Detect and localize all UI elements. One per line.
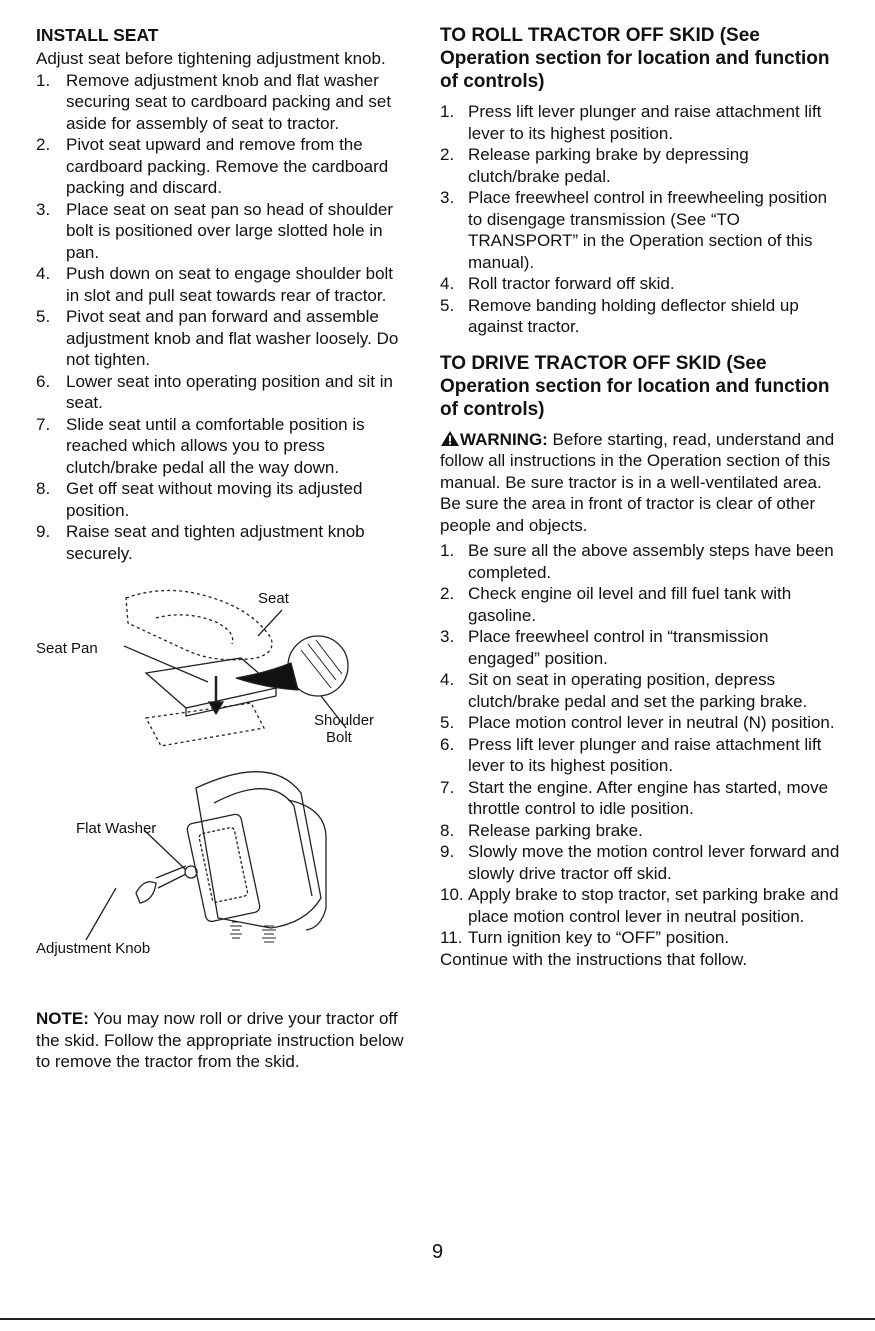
install-seat-intro: Adjust seat before tightening adjustment knob. [36,49,386,68]
list-item: 5. Pivot seat and pan forward and assemble adjustment knob and flat washer loosely. Do not tighten. [36,307,399,369]
warning-text: Before starting, read, understand and follow all instructions in the Operation section of this manual. Be sure tractor is in a well-ventilated area. Be sure the area in front of tractor is clear of other people and objects. [440,429,835,535]
warning-triangle-icon [440,430,460,447]
warning-label: WARNING: [460,429,548,449]
list-item: 7. Start the engine. After engine has started, move throttle control to idle position. [440,777,829,818]
list-item: 7. Slide seat until a comfortable position is reached which allows you to press clutch/brake pedal all the way down. [36,414,365,477]
list-item: 1. Be sure all the above assembly steps have been completed. [440,541,834,582]
list-item: 3. Place freewheel control in “transmission engaged” position. [440,627,769,668]
shoulder-bolt-label-1: Shoulder [314,712,375,729]
list-item: 9. Raise seat and tighten adjustment knob securely. [36,522,365,563]
drive-tractor-steps [440,540,840,949]
list-item: 4. Sit on seat in operating position, depress clutch/brake pedal and set the parking brake. [440,670,808,711]
list-item: 3. Place freewheel control in freewheeling position to disengage transmission (See “TO TRANSPORT” in the Operation section of this manual). [440,188,828,272]
bottom-rule [0,1318,875,1320]
page-number: 9 [431,1241,444,1263]
right-column [440,24,840,970]
list-item: 6. Press lift lever plunger and raise attachment lift lever to its highest position. [440,734,822,775]
list-item: 9. Slowly move the motion control lever forward and slowly drive tractor off skid. [440,842,840,883]
warning-paragraph [440,429,840,537]
note-label: NOTE: [36,1009,89,1028]
list-item: 4. Push down on seat to engage shoulder bolt in slot and pull seat towards rear of tractor. [36,264,394,305]
drive-tractor-heading: TO DRIVE TRACTOR OFF SKID (See Operation section for location and function of controls) [440,352,830,420]
install-seat-heading: INSTALL SEAT [36,25,159,45]
adjustment-knob-label: Adjustment Knob [36,940,151,957]
list-item: 8. Get off seat without moving its adjusted position. [36,479,363,520]
list-item: 5. Remove banding holding deflector shield up against tractor. [440,295,799,336]
note-paragraph [36,1008,406,1073]
seat-assembly-illustration [36,578,406,978]
shoulder-bolt-label-2: Bolt [326,729,352,746]
left-column [36,24,406,1090]
flat-washer-label: Flat Washer [76,820,157,837]
list-item: 1. Press lift lever plunger and raise attachment lift lever to its highest position. [440,102,822,143]
list-item: 2. Release parking brake by depressing clutch/brake pedal. [440,145,749,186]
list-item: 3. Place seat on seat pan so head of shoulder bolt is positioned over large slotted hole in pan. [36,199,394,262]
roll-tractor-heading: TO ROLL TRACTOR OFF SKID (See Operation section for location and function of controls) [440,25,830,92]
list-item: 5. Place motion control lever in neutral (N) position. [440,713,835,732]
list-item: 4. Roll tractor forward off skid. [440,274,675,293]
list-item: 2. Check engine oil level and fill fuel tank with gasoline. [440,584,792,625]
seat-label: Seat [258,590,289,607]
seat-assembly-figure [36,578,406,978]
continue-text: Continue with the instructions that follow. [440,949,748,969]
list-item: 10. Apply brake to stop tractor, set parking brake and place motion control lever in neutral position. [440,885,839,926]
list-item: 1. Remove adjustment knob and flat washer securing seat to cardboard packing and set aside for assembly of seat to tractor. [36,70,392,133]
list-item: 8. Release parking brake. [440,820,643,840]
roll-tractor-steps [440,101,840,338]
seat-pan-label: Seat Pan [36,640,98,657]
list-item: 2. Pivot seat upward and remove from the cardboard packing. Remove the cardboard packing and discard. [36,135,389,197]
install-seat-steps [36,70,406,565]
note-text: You may now roll or drive your tractor off the skid. Follow the appropriate instruction below to remove the tractor from the skid. [36,1009,404,1071]
list-item: 6. Lower seat into operating position and sit in seat. [36,371,393,412]
list-item: 11. Turn ignition key to “OFF” position. [440,928,730,947]
